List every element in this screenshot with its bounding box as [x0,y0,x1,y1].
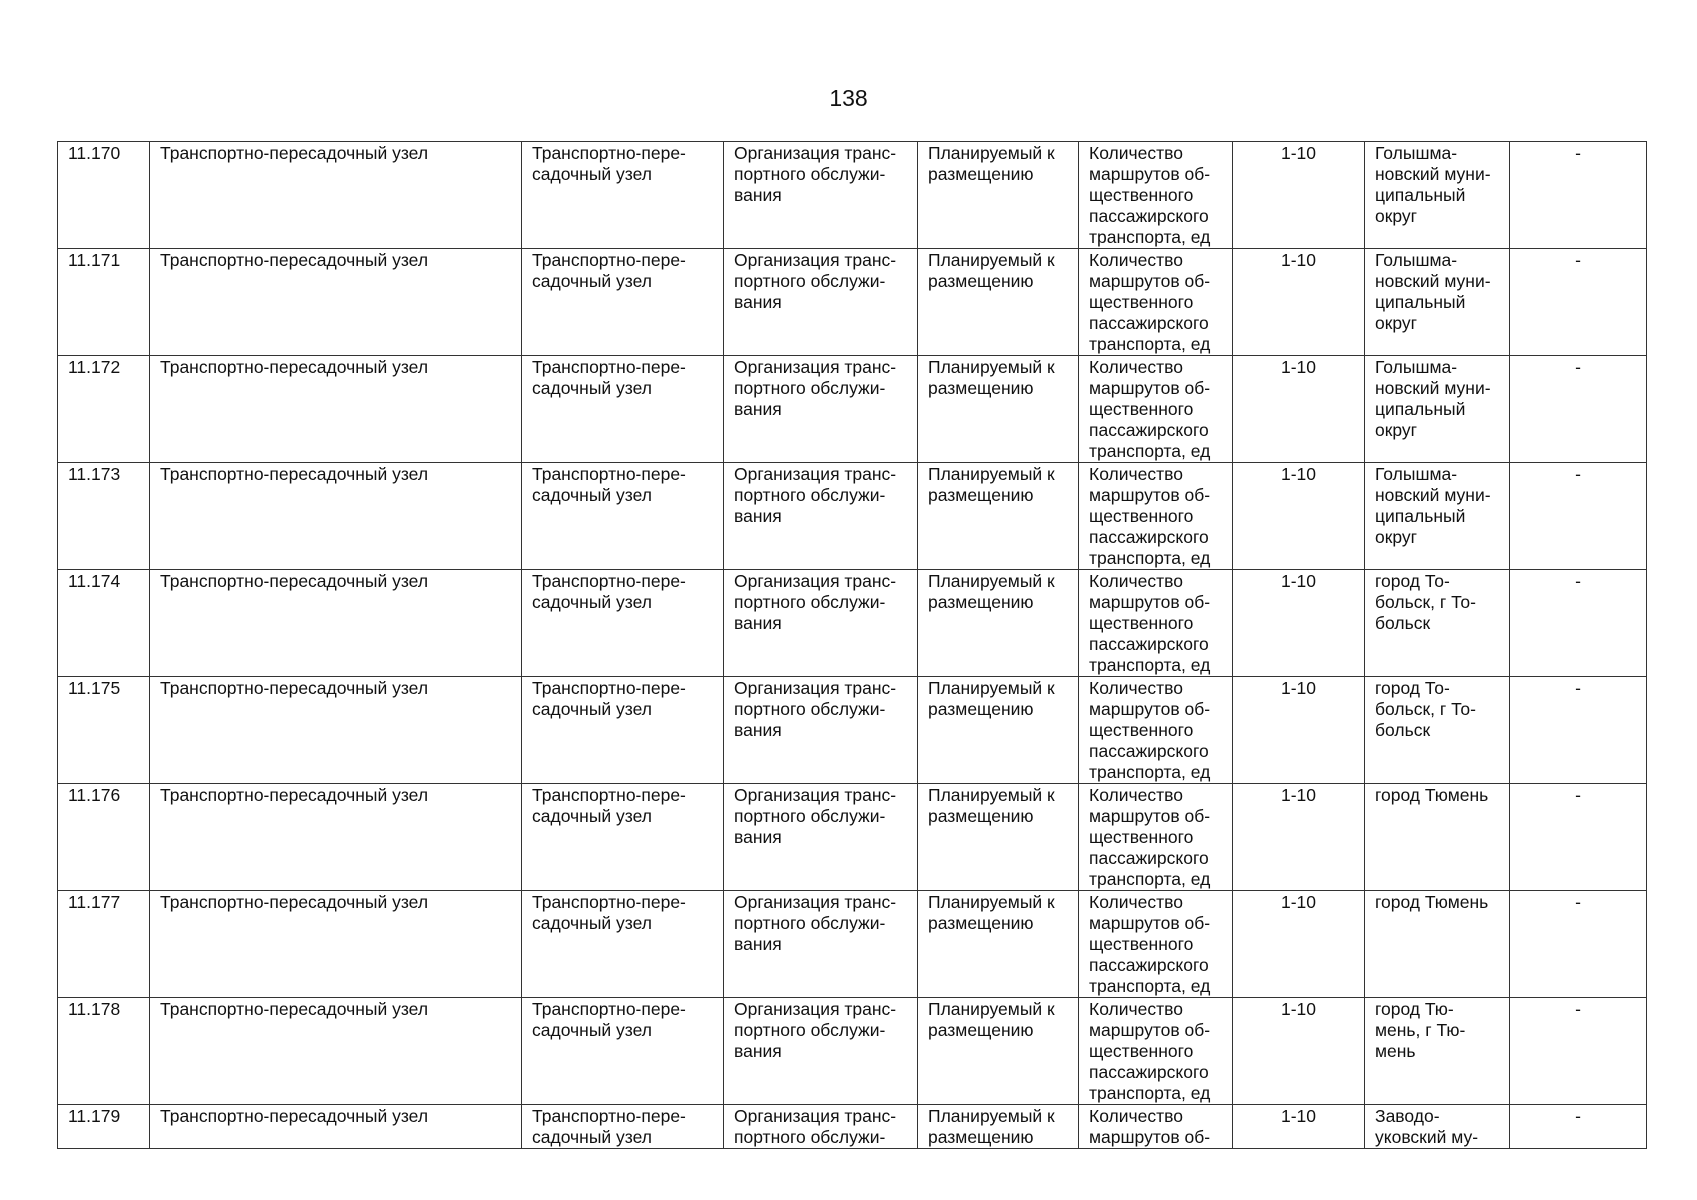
table-row [58,570,1647,677]
cell-status: Планируемый к размещению [918,142,1079,249]
table-row [58,784,1647,891]
cell-status: Планируемый к размещению [918,677,1079,784]
table-row [58,891,1647,998]
cell-object-name: Транспортно-пересадочный узел [150,463,522,570]
cell-characteristic: Количество маршрутов об- щественного пассажирского транспорта, ед [1079,891,1233,998]
cell-note: - [1510,1105,1647,1149]
cell-number: 11.175 [58,677,150,784]
cell-number: 11.174 [58,570,150,677]
cell-purpose: Организация транс- портного обслужи- вания [724,784,918,891]
cell-object-type: Транспортно-пере- садочный узел [522,463,724,570]
cell-object-name: Транспортно-пересадочный узел [150,677,522,784]
cell-value: 1-10 [1233,356,1365,463]
cell-location: Заводо- уковский му- [1365,1105,1510,1149]
cell-value: 1-10 [1233,891,1365,998]
cell-location: Голышма- новский муни- ципальный округ [1365,249,1510,356]
cell-object-type: Транспортно-пере- садочный узел [522,677,724,784]
cell-purpose: Организация транс- портного обслужи- [724,1105,918,1149]
cell-characteristic: Количество маршрутов об- щественного пассажирского транспорта, ед [1079,784,1233,891]
cell-status: Планируемый к размещению [918,998,1079,1105]
cell-number: 11.179 [58,1105,150,1149]
cell-number: 11.173 [58,463,150,570]
cell-note: - [1510,784,1647,891]
cell-number: 11.176 [58,784,150,891]
cell-status: Планируемый к размещению [918,356,1079,463]
cell-location: Голышма- новский муни- ципальный округ [1365,356,1510,463]
cell-value: 1-10 [1233,570,1365,677]
cell-object-type: Транспортно-пере- садочный узел [522,570,724,677]
table-row [58,998,1647,1105]
cell-value: 1-10 [1233,463,1365,570]
cell-note: - [1510,891,1647,998]
cell-characteristic: Количество маршрутов об- [1079,1105,1233,1149]
cell-location: Голышма- новский муни- ципальный округ [1365,142,1510,249]
cell-characteristic: Количество маршрутов об- щественного пассажирского транспорта, ед [1079,677,1233,784]
cell-purpose: Организация транс- портного обслужи- вания [724,677,918,784]
cell-purpose: Организация транс- портного обслужи- вания [724,570,918,677]
table-row [58,142,1647,249]
cell-object-name: Транспортно-пересадочный узел [150,570,522,677]
cell-location: город Тюмень [1365,891,1510,998]
cell-object-type: Транспортно-пере- садочный узел [522,142,724,249]
cell-purpose: Организация транс- портного обслужи- вания [724,249,918,356]
cell-object-type: Транспортно-пере- садочный узел [522,356,724,463]
cell-object-name: Транспортно-пересадочный узел [150,249,522,356]
cell-value: 1-10 [1233,677,1365,784]
cell-value: 1-10 [1233,1105,1365,1149]
table-body [58,142,1647,1149]
cell-object-name: Транспортно-пересадочный узел [150,356,522,463]
cell-characteristic: Количество маршрутов об- щественного пассажирского транспорта, ед [1079,142,1233,249]
cell-location: Голышма- новский муни- ципальный округ [1365,463,1510,570]
cell-purpose: Организация транс- портного обслужи- вания [724,142,918,249]
cell-location: город Тю- мень, г Тю- мень [1365,998,1510,1105]
cell-object-name: Транспортно-пересадочный узел [150,998,522,1105]
cell-location: город То- больск, г То- больск [1365,677,1510,784]
cell-object-name: Транспортно-пересадочный узел [150,1105,522,1149]
page-number: 138 [829,85,868,111]
cell-purpose: Организация транс- портного обслужи- вания [724,356,918,463]
table-row [58,356,1647,463]
cell-value: 1-10 [1233,142,1365,249]
cell-object-type: Транспортно-пере- садочный узел [522,1105,724,1149]
cell-characteristic: Количество маршрутов об- щественного пассажирского транспорта, ед [1079,998,1233,1105]
cell-object-type: Транспортно-пере- садочный узел [522,891,724,998]
cell-object-type: Транспортно-пере- садочный узел [522,998,724,1105]
table-row [58,677,1647,784]
cell-note: - [1510,142,1647,249]
cell-status: Планируемый к размещению [918,891,1079,998]
cell-value: 1-10 [1233,249,1365,356]
cell-number: 11.178 [58,998,150,1105]
cell-note: - [1510,249,1647,356]
cell-number: 11.172 [58,356,150,463]
cell-status: Планируемый к размещению [918,249,1079,356]
cell-number: 11.170 [58,142,150,249]
cell-purpose: Организация транс- портного обслужи- вания [724,463,918,570]
cell-characteristic: Количество маршрутов об- щественного пассажирского транспорта, ед [1079,249,1233,356]
cell-purpose: Организация транс- портного обслужи- вания [724,891,918,998]
table-row [58,1105,1647,1149]
cell-object-type: Транспортно-пере- садочный узел [522,784,724,891]
cell-characteristic: Количество маршрутов об- щественного пассажирского транспорта, ед [1079,356,1233,463]
cell-location: город То- больск, г То- больск [1365,570,1510,677]
cell-status: Планируемый к размещению [918,463,1079,570]
cell-note: - [1510,677,1647,784]
cell-object-name: Транспортно-пересадочный узел [150,891,522,998]
cell-status: Планируемый к размещению [918,570,1079,677]
cell-note: - [1510,463,1647,570]
table-row [58,463,1647,570]
cell-note: - [1510,570,1647,677]
cell-characteristic: Количество маршрутов об- щественного пассажирского транспорта, ед [1079,570,1233,677]
cell-location: город Тюмень [1365,784,1510,891]
cell-value: 1-10 [1233,784,1365,891]
cell-purpose: Организация транс- портного обслужи- вания [724,998,918,1105]
cell-value: 1-10 [1233,998,1365,1105]
cell-status: Планируемый к размещению [918,784,1079,891]
cell-note: - [1510,998,1647,1105]
table-row [58,249,1647,356]
cell-object-name: Транспортно-пересадочный узел [150,784,522,891]
cell-number: 11.171 [58,249,150,356]
cell-object-name: Транспортно-пересадочный узел [150,142,522,249]
cell-number: 11.177 [58,891,150,998]
cell-note: - [1510,356,1647,463]
objects-table [57,141,1647,1149]
cell-characteristic: Количество маршрутов об- щественного пассажирского транспорта, ед [1079,463,1233,570]
cell-status: Планируемый к размещению [918,1105,1079,1149]
cell-object-type: Транспортно-пере- садочный узел [522,249,724,356]
